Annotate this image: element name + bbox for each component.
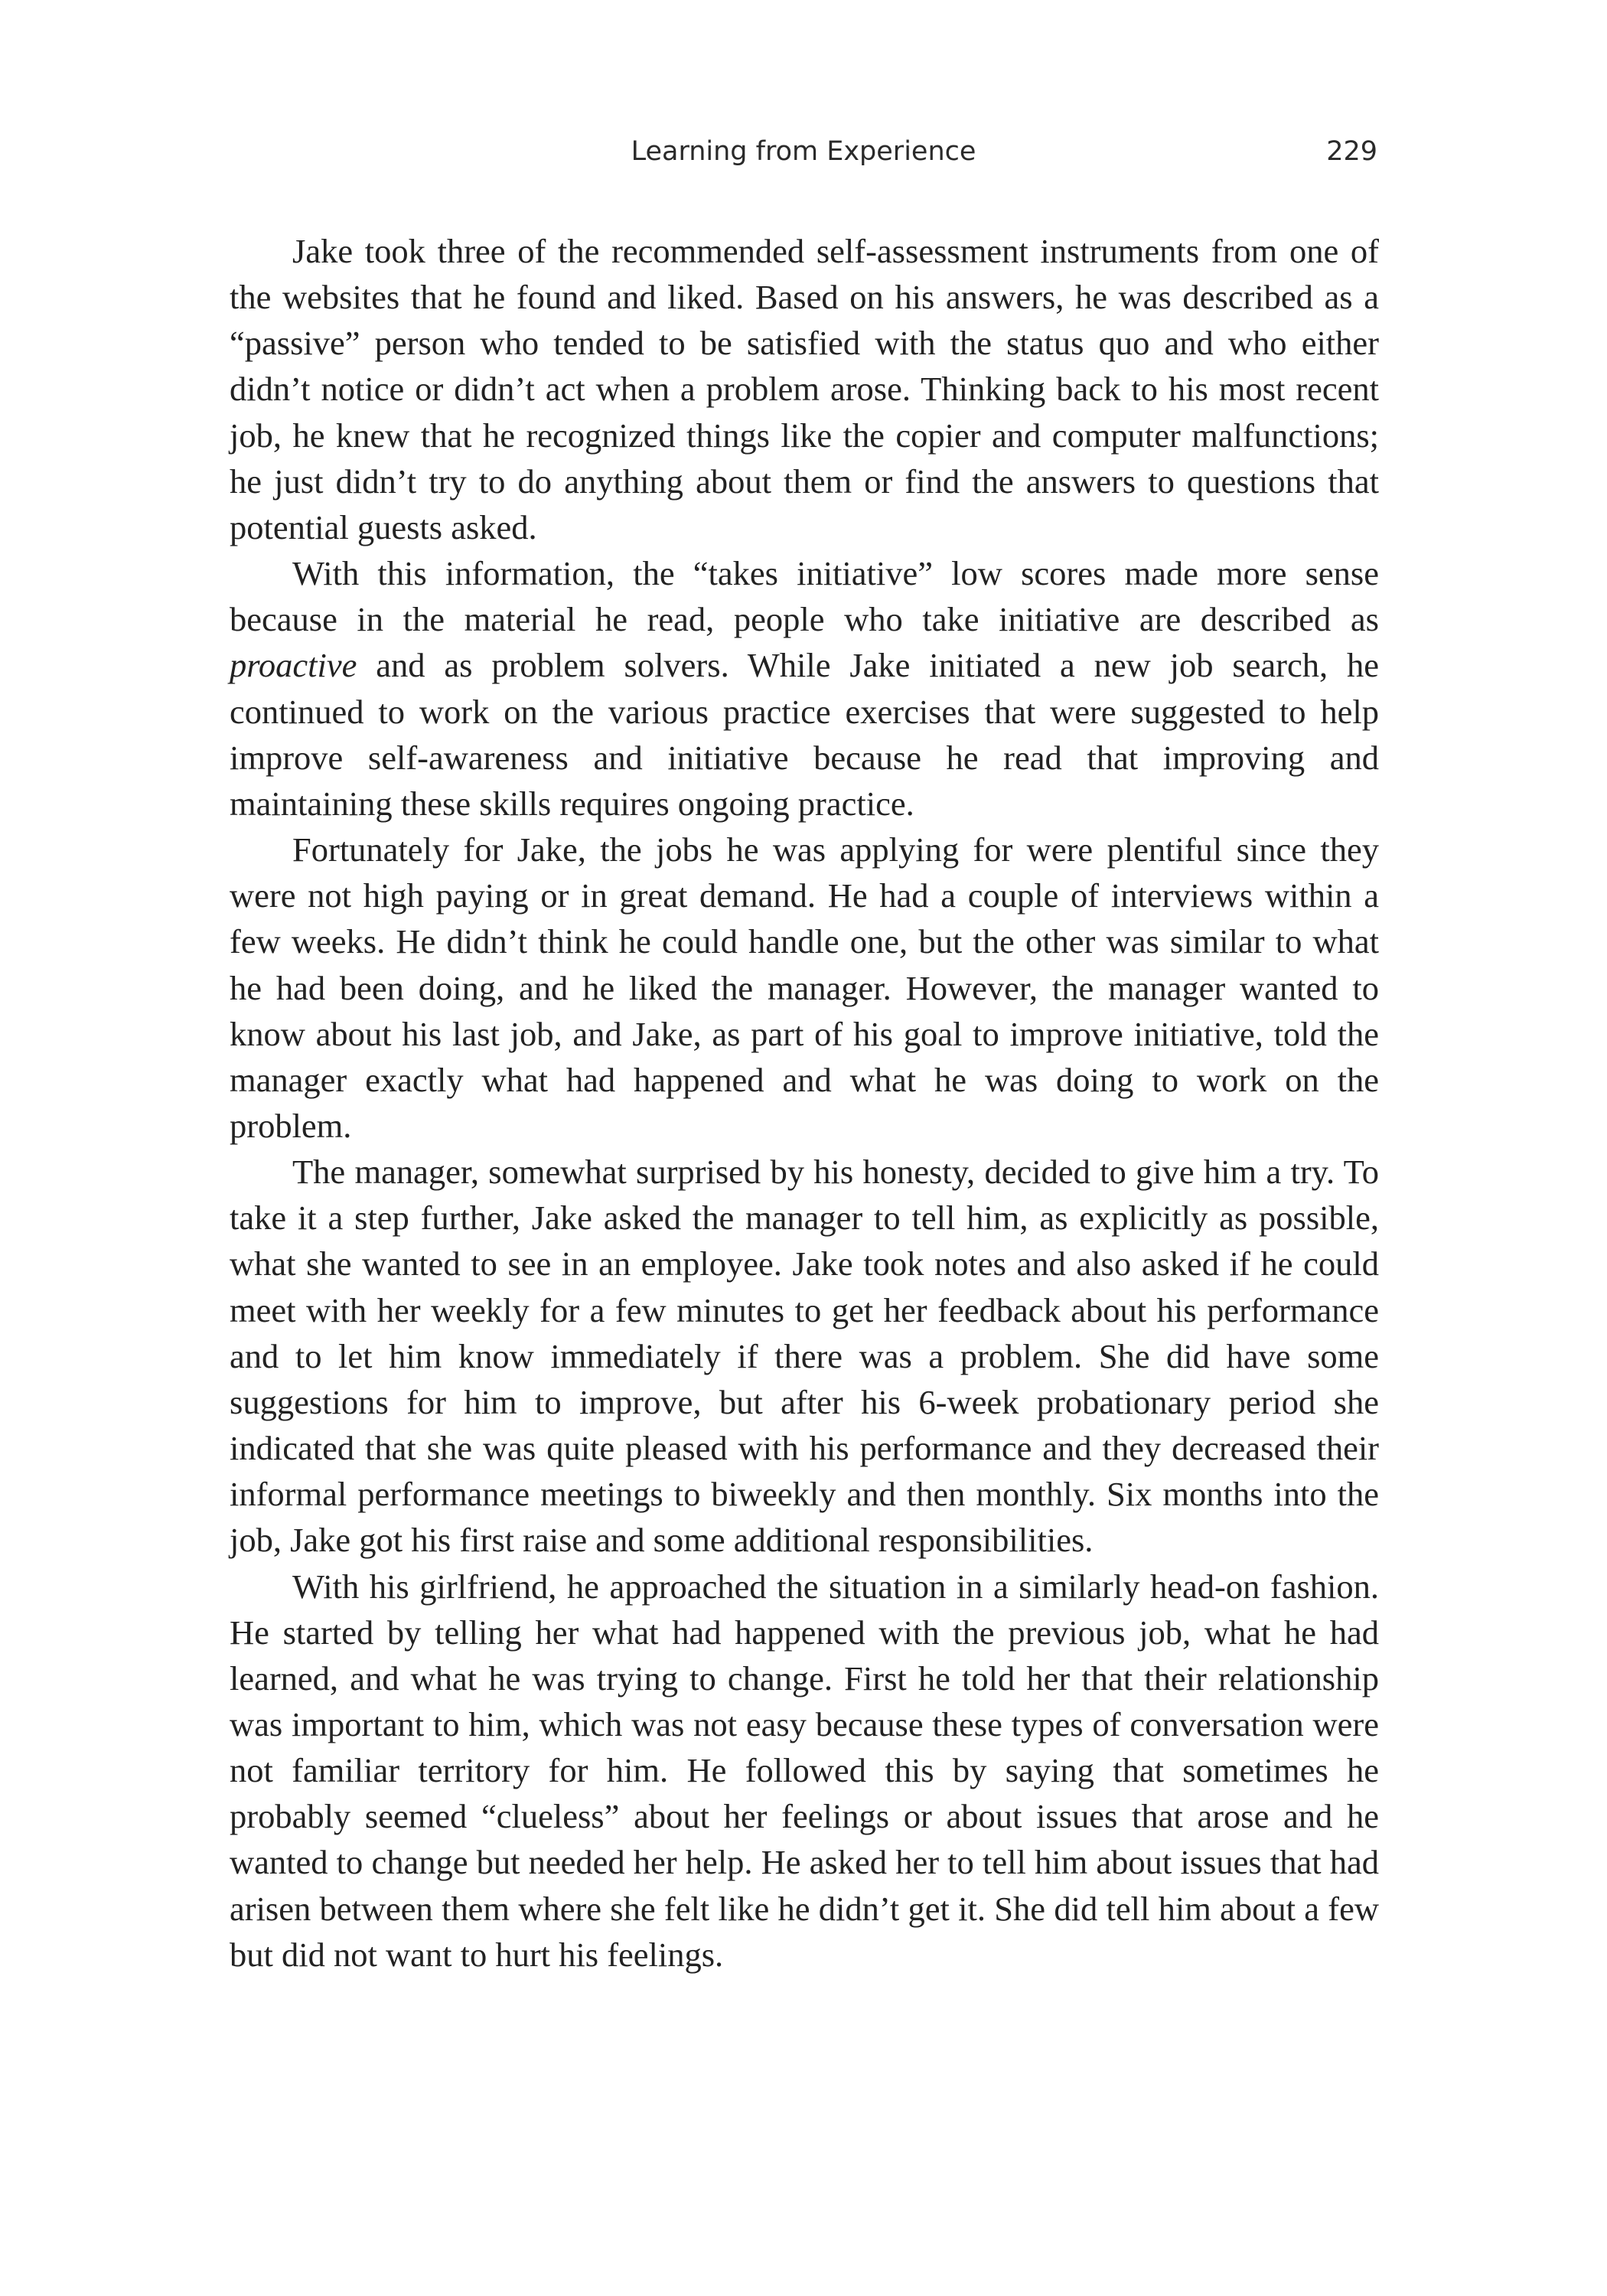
paragraph-4 [230, 1149, 1379, 1563]
paragraph-2 [230, 550, 1379, 827]
paragraph-5 [230, 1564, 1379, 1978]
italic-term: proactive [230, 646, 357, 685]
running-head-title: Learning from Experience [631, 136, 976, 167]
paragraph-text: and as problem solvers. While Jake initiated a new job search, he continued to work on the various practice exercises that were suggested to help improve self-awareness and initiative because he read that improving and maintaining these skills requires ongoing practice. [230, 646, 1379, 823]
paragraph-text: The manager, somewhat surprised by his honesty, decided to give him a try. To take it a step further, Jake asked the manager to tell him, as explicitly as possible, what she wanted to see in an employee. Jake took notes and also asked if he could meet with her weekly for a few minutes to get her feedback about his performance and to let him know immediately if there was a problem. She did have some suggestions for him to improve, but after his 6-week probationary period she indicated that she was quite pleased with his performance and they decreased their informal performance meetings to biweekly and then monthly. Six months into the job, Jake got his first raise and some additional responsibilities. [230, 1153, 1379, 1560]
paragraph-text: With this information, the “takes initiative” low scores made more sense because in the material he read, people who take initiative are described as [230, 554, 1379, 639]
paragraph-text: With his girlfriend, he approached the situation in a similarly head-on fashion. He started by telling her what had happened with the previous job, what he had learned, and what he was trying to change. First he told her that their relationship was important to him, which was not easy because these types of conversation were not familiar territory for him. He followed this by saying that sometimes he probably seemed “clueless” about her feelings or about issues that arose and he wanted to change but needed her help. He asked her to tell him about issues that had arisen between them where she felt like he didn’t get it. She did tell him about a few but did not want to hurt his feelings. [230, 1567, 1379, 1974]
running-head [230, 136, 1377, 174]
paragraph-text: Jake took three of the recommended self-assessment instruments from one of the websites that he found and liked. Based on his answers, he was described as a “passive” person who tended to be satisfied with the status quo and who either didn’t notice or didn’t act when a problem arose. Thinking back to his most recent job, he knew that he recognized things like the copier and computer malfunctions; he just didn’t try to do anything about them or find the answers to questions that potential guests asked. [230, 232, 1379, 546]
body-text [230, 228, 1379, 1978]
paragraph-text: Fortunately for Jake, the jobs he was applying for were plentiful since they were not high paying or in great demand. He had a couple of interviews within a few weeks. He didn’t think he could handle one, but the other was similar to what he had been doing, and he liked the manager. However, the manager wanted to know about his last job, and Jake, as part of his goal to improve initiative, told the manager exactly what had happened and what he was doing to work on the problem. [230, 830, 1379, 1145]
paragraph-3 [230, 827, 1379, 1149]
page-number: 229 [1326, 136, 1377, 167]
paragraph-1 [230, 228, 1379, 550]
